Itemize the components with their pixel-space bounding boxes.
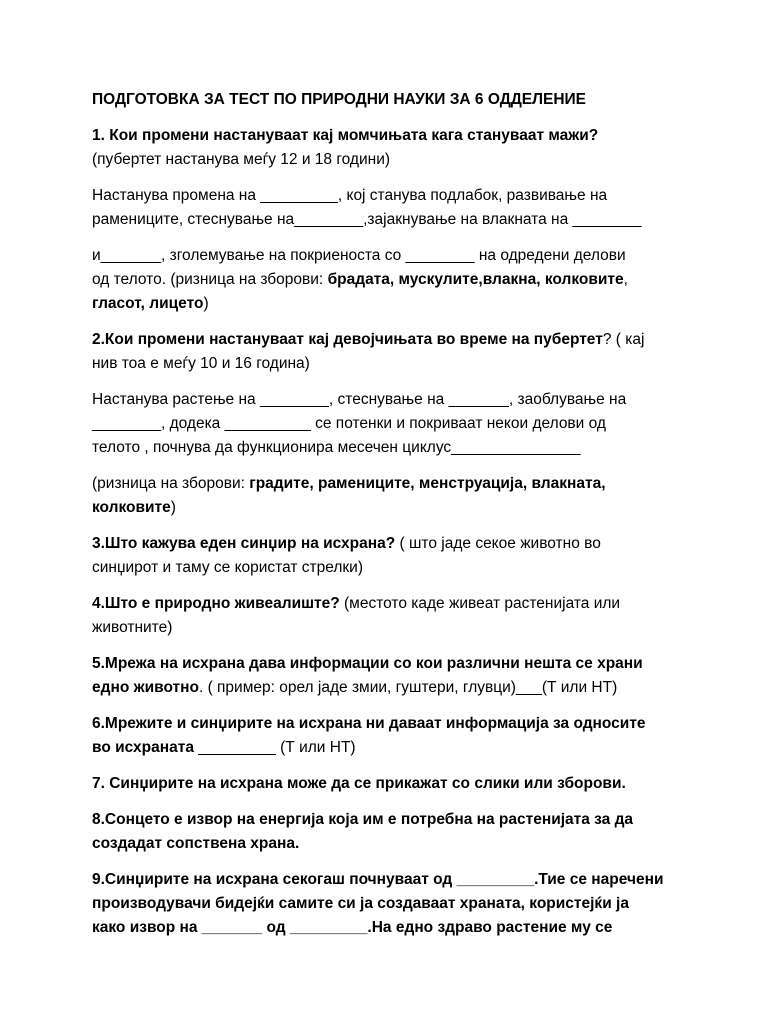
question-1-text-b [92, 244, 692, 316]
word-bank-intro-2: (ризница на зборови: [92, 475, 250, 492]
question-3-heading: 3.Што кажува еден синџир на исхрана? [92, 535, 396, 552]
question-4 [92, 592, 692, 640]
question-9-line-3: како извор на _______ од _________.На едно здраво растение му се [92, 919, 613, 936]
question-9 [92, 868, 692, 940]
question-1-line-1: Настанува промена на _________, кој станува подлабок, развивање на [92, 187, 608, 204]
worksheet-page [92, 88, 692, 952]
question-1 [92, 124, 692, 172]
question-3-note-b: синџирот и таму се користат стрелки) [92, 559, 364, 576]
question-4-note-a: (местото каде живеат растенијата или [339, 595, 621, 612]
question-8-line-2: создадат сопствена храна. [92, 835, 300, 852]
word-bank-intro: од телото. (ризница на зборови: [92, 271, 328, 288]
question-5-line-1: 5.Мрежа на исхрана дава информации со кои различни нешта се храни [92, 655, 643, 672]
question-1-note: (пубертет настанува меѓу 12 и 18 години) [92, 151, 391, 168]
question-2-line-2: Настанува растење на ________, стеснување на _______, заоблување на [92, 391, 627, 408]
question-6-answer-blank: _________ (Т или НТ) [193, 739, 356, 756]
question-2-line-4: телото , почнува да функционира месечен циклус_______________ [92, 439, 581, 456]
word-bank-close: ) [203, 295, 209, 312]
question-2-line-3: ________, додека __________ се потенки и покриваат некои делови од [92, 415, 606, 432]
question-1-line-4 [92, 268, 692, 292]
question-1-line-5 [92, 292, 692, 316]
question-3 [92, 532, 692, 580]
question-6-line-1: 6.Мрежите и синџирите на исхрана ни даваат информација за односите [92, 715, 646, 732]
question-9-line-1: 9.Синџирите на исхрана секогаш почнуваат од _________.Тие се наречени [92, 871, 664, 888]
question-7 [92, 772, 692, 796]
question-6-line-2 [92, 736, 692, 760]
question-4-heading: 4.Што е природно живеалиште? [92, 595, 340, 612]
question-8 [92, 808, 692, 856]
question-2-word-bank [92, 472, 692, 520]
question-7-line-1: 7. Синџирите на исхрана може да се прикажат со слики или зборови. [92, 775, 626, 792]
question-2-bank-line-2 [92, 496, 692, 520]
question-2-heading: 2.Кои промени настануваат кај девојчињата во време на пубертет [92, 331, 603, 348]
question-6 [92, 712, 692, 760]
page-title: ПОДГОТОВКА ЗА ТЕСТ ПО ПРИРОДНИ НАУКИ ЗА 6 ОДДЕЛЕНИЕ [92, 91, 587, 108]
question-2-note-a: ? ( кај [602, 331, 645, 348]
question-3-note-a: ( што јаде секое животно во [395, 535, 601, 552]
word-bank-words-2-cont: колковите [92, 499, 171, 516]
word-bank-comma: , [623, 271, 628, 288]
question-4-line-1 [92, 592, 692, 616]
question-5 [92, 652, 692, 700]
question-6-bold-end: во исхраната [92, 739, 194, 756]
question-2-note-b: нив тоа е меѓу 10 и 16 година) [92, 355, 310, 372]
word-bank-words-cont: гласот, лицето [92, 295, 204, 312]
question-3-line-1 [92, 532, 692, 556]
question-1-line-2: рамениците, стеснување на________,зајакнување на влакната на ________ [92, 211, 642, 228]
question-2-bank-line-1 [92, 472, 692, 496]
question-1-line-3: и_______, зголемување на покриеноста со ________ на одредени делови [92, 247, 626, 264]
word-bank-words-2: градите, рамениците, менструација, влакната, [249, 475, 606, 492]
question-5-example: . ( пример: орел јаде змии, гуштери, глувци)___(Т или НТ) [198, 679, 618, 696]
question-1-text-a [92, 184, 692, 232]
question-2-line-1 [92, 328, 692, 352]
question-9-line-2: производувачи бидејќи самите си ја создаваат храната, користејќи ја [92, 895, 629, 912]
question-1-heading: 1. Кои промени настануваат кај момчињата кага стануваат мажи? [92, 127, 599, 144]
question-2 [92, 328, 692, 376]
question-5-bold-end: едно животно [92, 679, 199, 696]
question-4-note-b: животните) [92, 619, 173, 636]
word-bank-words: брадата, мускулите,влакна, колковите [327, 271, 624, 288]
word-bank-close-2: ) [170, 499, 176, 516]
question-8-line-1: 8.Сонцето е извор на енергија која им е потребна на растенијата за да [92, 811, 634, 828]
question-5-line-2 [92, 676, 692, 700]
question-2-text [92, 388, 692, 460]
